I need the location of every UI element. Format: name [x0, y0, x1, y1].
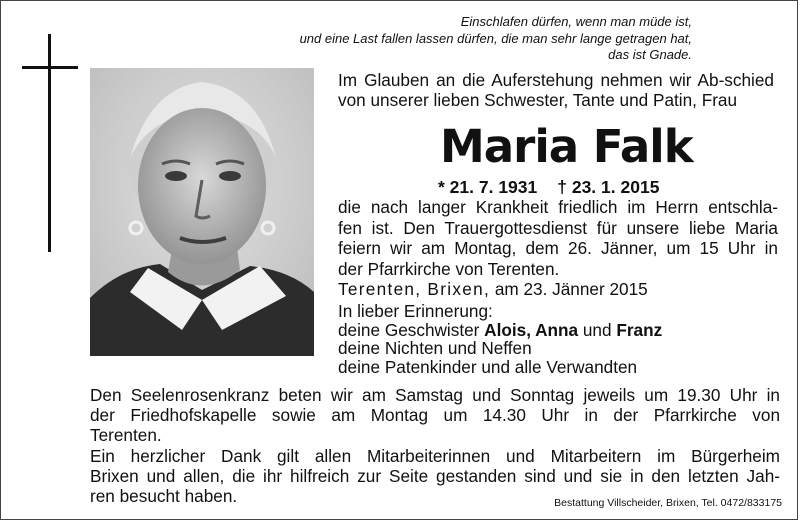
rosary-line: Den Seelenrosenkranz beten wir am Samstag und Sonntag jeweils um 19.30 Uhr in: [90, 385, 780, 405]
intro-text: Im Glauben an die Auferstehung nehmen wir Ab-schied von unserer lieben Schwester, Tante und Patin, Frau: [338, 70, 774, 110]
rosary-announcement: [90, 385, 780, 445]
epigraph-quote: [272, 14, 692, 64]
quote-line: das ist Gnade.: [608, 47, 692, 62]
thanks-line: ren besucht haben.: [90, 486, 238, 506]
siblings-names: Alois, Anna: [484, 319, 579, 340]
announcement-line: der Pfarrkirche von Terenten.: [338, 258, 560, 279]
birth-date: * 21. 7. 1931: [438, 177, 538, 197]
mourners-list: [338, 302, 662, 376]
announcement-line: die nach langer Krankheit friedlich im Herrn entschla-: [338, 197, 778, 217]
siblings-prefix: deine Geschwister: [338, 319, 480, 340]
mourners-heading: In lieber Erinnerung:: [338, 301, 493, 321]
notice-date: am 23. Jänner 2015: [494, 279, 648, 299]
rosary-line: der Friedhofskapelle sowie am Montag um 14.30 Uhr in der Pfarrkirche von: [90, 405, 780, 425]
mourners-siblings: [338, 321, 662, 340]
places: Terenten, Brixen,: [338, 279, 491, 299]
mourners-nieces: deine Nichten und Neffen: [338, 338, 532, 358]
announcement-line: feiern wir am Montag, dem 26. Jänner, um 15 Uhr in: [338, 238, 778, 258]
announcement-line: fen ist. Den Trauergottesdienst für unsere liebe Maria: [338, 217, 778, 238]
rosary-line: Terenten.: [90, 425, 162, 445]
death-date: † 23. 1. 2015: [557, 177, 660, 197]
siblings-and: und: [582, 319, 612, 340]
siblings-last: Franz: [616, 319, 663, 340]
thanks-line: Ein herzlicher Dank gilt allen Mitarbeiterinnen und Mitarbeitern im Bürgerheim: [90, 446, 780, 466]
quote-line: Einschlafen dürfen, wenn man müde ist,: [460, 14, 692, 29]
quote-line: und eine Last fallen lassen dürfen, die man sehr lange getragen hat,: [299, 30, 692, 46]
place-and-date: [338, 279, 648, 299]
portrait-photo: [90, 68, 314, 356]
life-dates: [438, 177, 659, 197]
mourners-godchildren: deine Patenkinder und alle Verwandten: [338, 356, 638, 377]
funeral-announcement: [338, 197, 778, 279]
funeral-home-credit: Bestattung Villscheider, Brixen, Tel. 0472/833175: [554, 497, 782, 509]
deceased-name: Maria Falk: [440, 120, 693, 173]
thanks-line: Brixen und allen, die ihr hilfreich zur Seite gestanden sind und sie in den letzten Jah-: [90, 466, 780, 486]
cross-icon-horizontal: [22, 66, 78, 69]
